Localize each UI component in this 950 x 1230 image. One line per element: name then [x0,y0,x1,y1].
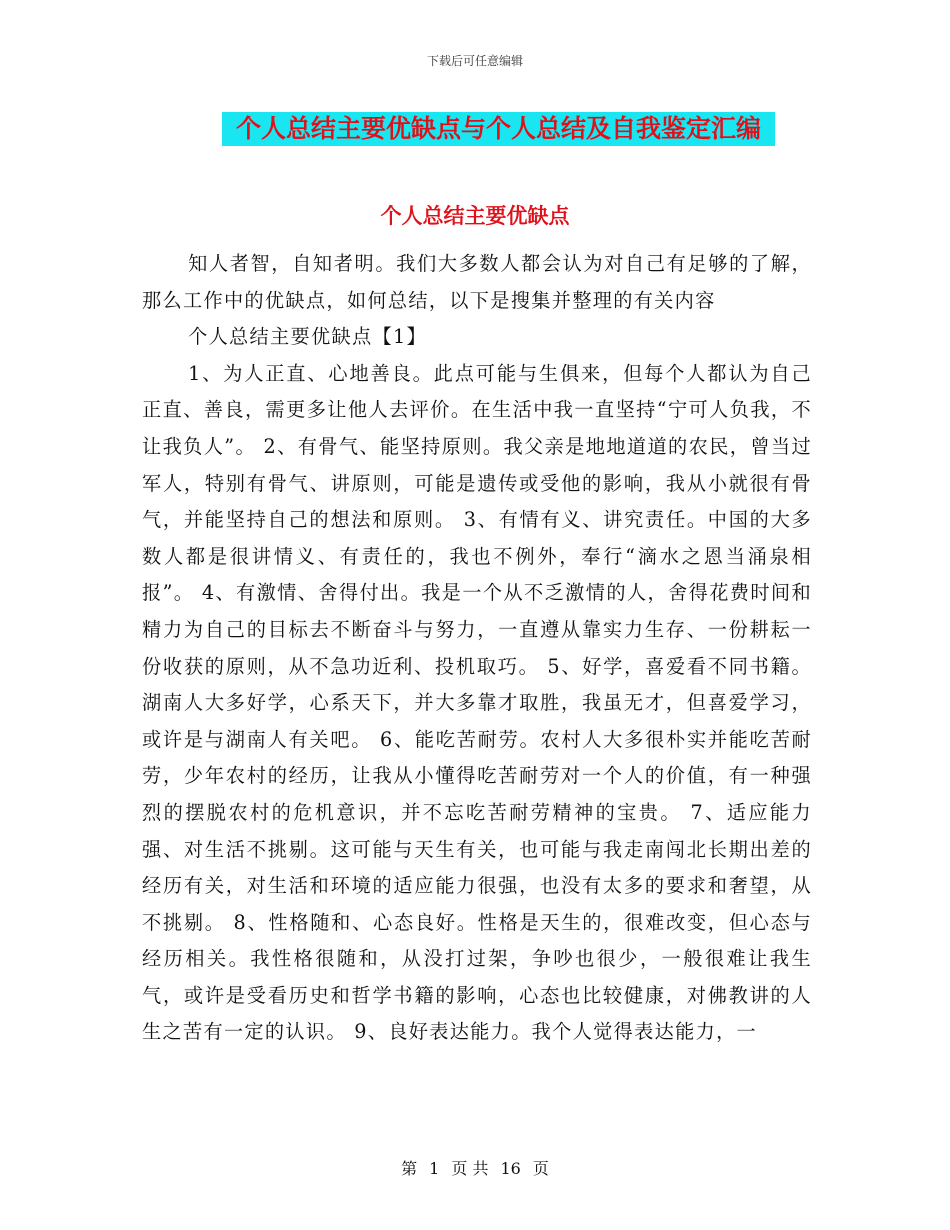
body-paragraph: 1、为人正直、心地善良。此点可能与生俱来，但每个人都认为自己正直、善良，需更多让他人去评价。在生活中我一直坚持“宁可人负我，不让我负人”。 2、有骨气、能坚持原则。我父亲是地地道道的农民，曾当过军人，特别有骨气、讲原则，可能是遗传或受他的影响，我从小就很有骨气，并能坚持自己的想法和原则。 3、有情有义、讲究责任。中国的大多数人都是很讲情义、有责任的，我也不例外，奉行“滴水之恩当涌泉相报”。 4、有激情、舍得付出。我是一个从不乏激情的人，舍得花费时间和精力为自己的目标去不断奋斗与努力，一直遵从靠实力生存、一份耕耘一份收获的原则，从不急功近利、投机取巧。 5、好学，喜爱看不同书籍。湖南人大多好学，心系天下，并大多靠才取胜，我虽无才，但喜爱学习，或许是与湖南人有关吧。 6、能吃苦耐劳。农村人大多很朴实并能吃苦耐劳，少年农村的经历，让我从小懂得吃苦耐劳对一个人的价值，有一种强烈的摆脱农村的危机意识，并不忘吃苦耐劳精神的宝贵。 7、适应能力强、对生活不挑剔。这可能与天生有关，也可能与我走南闯北长期出差的经历有关，对生活和环境的适应能力很强，也没有太多的要求和奢望，从不挑剔。 8、性格随和、心态良好。性格是天生的，很难改变，但心态与经历相关。我性格很随和，从没打过架，争吵也很少，一般很难让我生气，或许是受看历史和哲学书籍的影响，心态也比较健康，对佛教讲的人生之苦有一定的认识。 9、良好表达能力。我个人觉得表达能力，一 [142,361,812,1044]
document-body [142,246,812,1051]
header-note: 下载后可任意编辑 [426,54,523,68]
footer-suffix: 页 [532,1159,549,1178]
intro-paragraph: 知人者智，自知者明。我们大多数人都会认为对自己有足够的了解，那么工作中的优缺点，如何总结，以下是搜集并整理的有关内容 [142,252,812,312]
subsection-heading: 个人总结主要优缺点【1】 [188,325,427,349]
footer-prefix: 第 [401,1159,418,1178]
footer-mid: 页 共 [451,1159,489,1178]
page-number: 1 [429,1159,440,1178]
section-title: 个人总结主要优缺点 [380,203,570,228]
page-footer [0,1156,950,1179]
document-title: 个人总结主要优缺点与个人总结及自我鉴定汇编 [222,112,775,146]
total-pages: 16 [500,1159,521,1178]
